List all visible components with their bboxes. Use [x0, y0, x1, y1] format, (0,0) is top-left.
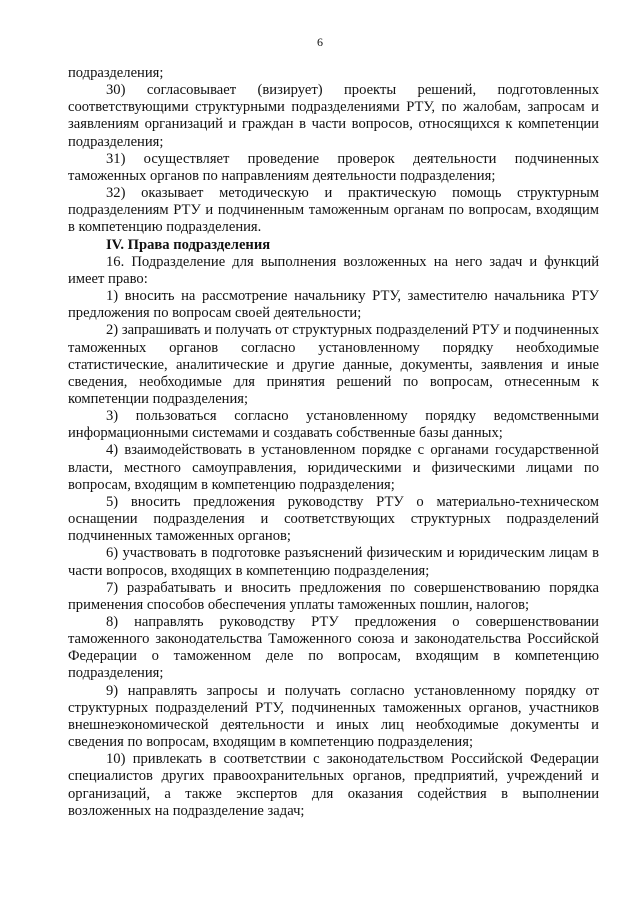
paragraph-fragment: подразделения;: [68, 65, 164, 81]
rights-item-5: 5) вносить предложения руководству РТУ о материально-техническом оснащении подразделения и соответствующих структурных подразделений подчиненных таможенных органов;: [68, 493, 599, 545]
rights-item-3: 3) пользоваться согласно установленному порядку ведомственными информационными системами и создавать собственные базы данных;: [68, 408, 599, 442]
document-body: [68, 65, 599, 820]
rights-item-2: 2) запрашивать и получать от структурных подразделений РТУ и подчиненных таможенных органов согласно установленному порядку необходимые статистические, аналитические и другие данные, документы, заявления и иные сведения, необходимые для принятия решений по вопросам, отнесенным к компетенции подразделения;: [68, 322, 599, 407]
section-heading: IV. Права подразделения: [106, 236, 271, 253]
rights-item-4: 4) взаимодействовать в установленном порядке с органами государственной власти, местного самоуправления, юридическими и физическими лицами по вопросам, входящим в компетенцию подразделения;: [68, 442, 599, 493]
list-item-30: 30) согласовывает (визирует) проекты решений, подготовленных соответствующими структурными подразделениями РТУ, по жалобам, запросам и заявлениям организаций и граждан в части вопросов, относящихся к компетенции подразделения;: [68, 82, 599, 150]
list-item-32: 32) оказывает методическую и практическую помощь структурным подразделениям РТУ и подчиненным таможенным органам по вопросам, входящим в компетенцию подразделения.: [68, 185, 599, 236]
list-item-31: 31) осуществляет проведение проверок деятельности подчиненных таможенных органов по направлениям деятельности подразделения;: [68, 150, 599, 184]
page-number: 6: [317, 35, 323, 49]
rights-item-1: 1) вносить на рассмотрение начальнику РТУ, заместителю начальника РТУ предложения по вопросам своей деятельности;: [68, 288, 599, 322]
rights-item-10: 10) привлекать в соответствии с законодательством Российской Федерации специалистов других правоохранительных органов, предприятий, учреждений и организаций, а также экспертов для оказания содействия в выполнении возложенных на подразделение задач;: [68, 751, 599, 819]
rights-item-6: 6) участвовать в подготовке разъяснений физическим и юридическим лицам в части вопросов, входящих в компетенцию подразделения;: [68, 545, 599, 579]
rights-item-7: 7) разрабатывать и вносить предложения по совершенствованию порядка применения способов обеспечения уплаты таможенных пошлин, налогов;: [68, 579, 599, 613]
rights-item-9: 9) направлять запросы и получать согласно установленному порядку от структурных подразделений РТУ, подчиненных таможенных органов, участников внешнеэкономической деятельности и иных лиц необходимые документы и сведения по вопросам, входящим в компетенцию подразделения;: [68, 682, 599, 751]
rights-item-8: 8) направлять руководству РТУ предложения о совершенствовании таможенного законодательства Таможенного союза и законодательства Российской Федерации о таможенном деле по вопросам, входящим в компетенцию подразделения;: [68, 614, 599, 682]
clause-16-intro: 16. Подразделение для выполнения возложенных на него задач и функций имеет право:: [68, 253, 599, 287]
